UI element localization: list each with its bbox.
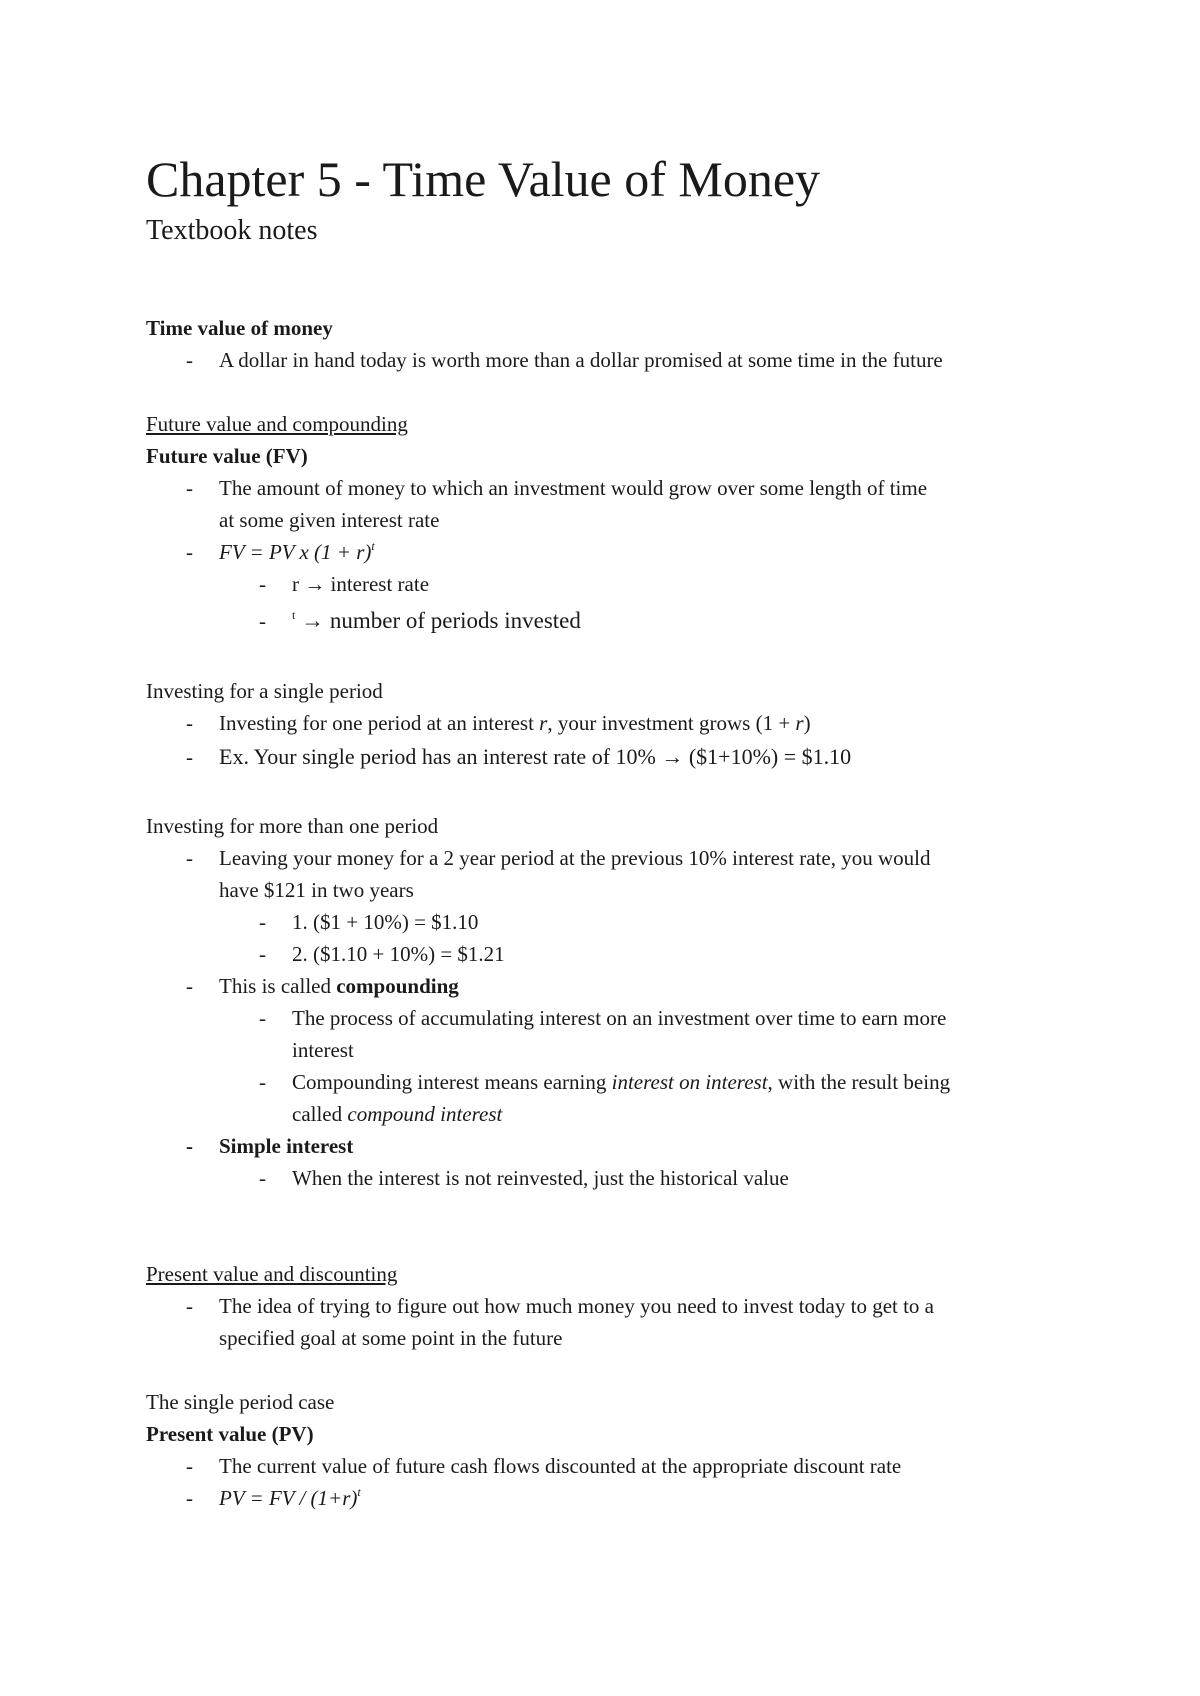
bullet-text [219,708,811,738]
term-compounding: compounding [336,974,459,998]
text-segment: called [292,1102,348,1126]
variable-r: r [539,711,548,735]
sub-bullet-text: The process of accumulating interest on an investment over time to earn more [292,1006,947,1030]
bullet-dash: - [186,846,193,870]
bullet-dash: - [259,1070,266,1094]
sub-bullet-text: 2. ($1.10 + 10%) = $1.21 [292,942,505,966]
periods-text: → number of periods invested [295,608,581,633]
text-segment: Compounding interest means earning [292,1070,612,1094]
pv-formula-base: PV = FV / (1+r) [219,1486,358,1510]
bullet-text-continued: specified goal at some point in the future [219,1326,563,1350]
bullet-text: A dollar in hand today is worth more than a dollar promised at some time in the future [219,348,943,372]
bullet-dash: - [186,974,193,998]
bullet-text: The current value of future cash flows discounted at the appropriate discount rate [219,1454,902,1478]
heading-present-value: Present value (PV) [146,1422,314,1446]
fv-formula-base: FV = PV x (1 + r) [219,540,372,564]
heading-time-value: Time value of money [146,316,333,340]
sub-bullet-text [292,1067,950,1097]
pv-formula [219,1483,361,1513]
sub-bullet-text-continued [292,1099,502,1129]
text-segment: , your investment grows (1 + [547,711,796,735]
sub-bullet-text-continued: interest [292,1038,354,1062]
bullet-text: The amount of money to which an investment would grow over some length of time [219,476,928,500]
bullet-dash: - [186,1454,193,1478]
heading-single-period: Investing for a single period [146,679,383,703]
bullet-text [219,971,459,1001]
sub-bullet-text: When the interest is not reinvested, just the historical value [292,1166,789,1190]
section-present-value: Present value and discounting [146,1262,398,1286]
page-subtitle: Textbook notes [146,215,318,246]
bullet-text: Ex. Your single period has an interest rate of 10% → ($1+10%) = $1.10 [219,744,852,769]
text-segment: This is called [219,974,337,998]
pv-formula-exponent: t [357,1485,361,1499]
section-future-value: Future value and compounding [146,412,408,436]
bullet-dash: - [259,1166,266,1190]
bullet-dash: - [259,942,266,966]
sub-bullet-text: 1. ($1 + 10%) = $1.10 [292,910,479,934]
bullet-text: Simple interest [219,1134,354,1158]
fv-formula [219,537,375,567]
bullet-dash: - [186,476,193,500]
page-title: Chapter 5 - Time Value of Money [146,151,821,207]
sub-bullet-text: r → interest rate [292,572,430,596]
bullet-dash: - [259,609,266,633]
text-segment: , with the result being [767,1070,951,1094]
term-compound-interest: compound interest [347,1102,503,1126]
bullet-dash: - [186,348,193,372]
sub-bullet-text [292,606,581,636]
bullet-dash: - [259,572,266,596]
heading-single-period-case: The single period case [146,1390,335,1414]
variable-r: r [795,711,804,735]
bullet-text-continued: at some given interest rate [219,508,440,532]
heading-multi-period: Investing for more than one period [146,814,439,838]
bullet-text: The idea of trying to figure out how much money you need to invest today to get to a [219,1294,935,1318]
bullet-dash: - [186,745,193,769]
term-interest-on-interest: interest on interest [611,1070,768,1094]
bullet-dash: - [186,1134,193,1158]
bullet-dash: - [259,1006,266,1030]
text-segment: Investing for one period at an interest [219,711,540,735]
text-segment: ) [803,711,811,735]
periods-superscript: t [292,608,296,622]
bullet-text-continued: have $121 in two years [219,878,414,902]
bullet-dash: - [186,711,193,735]
bullet-dash: - [259,910,266,934]
bullet-dash: - [186,1294,193,1318]
bullet-text: Leaving your money for a 2 year period at the previous 10% interest rate, you would [219,846,931,870]
bullet-dash: - [186,540,193,564]
bullet-dash: - [186,1486,193,1510]
heading-future-value: Future value (FV) [146,444,308,468]
fv-formula-exponent: t [371,539,375,553]
